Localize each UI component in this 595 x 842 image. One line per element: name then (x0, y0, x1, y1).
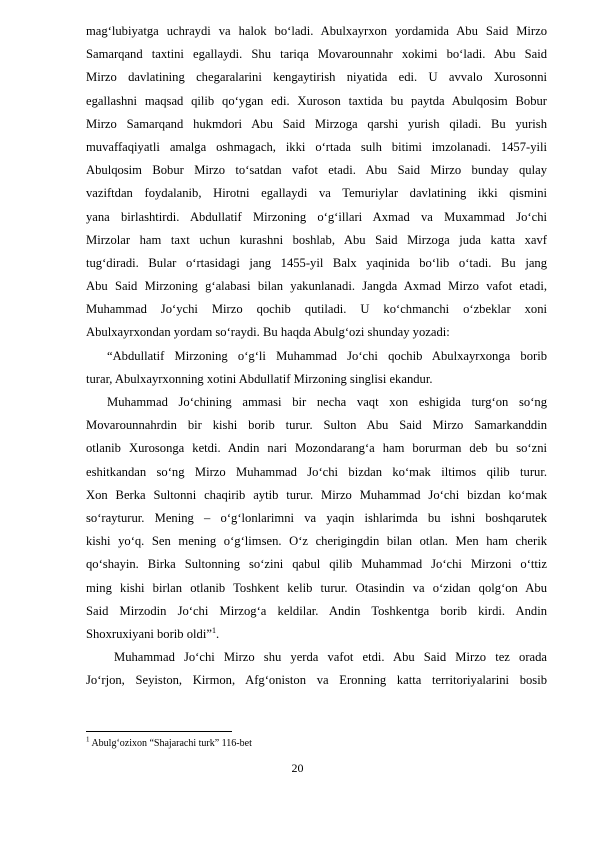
footnote-reference[interactable]: 1 (211, 625, 216, 635)
text-line: egallashni maqsad qilib qo‘ygan edi. Xuroson taxtida bu paytda Abulqosim Bobur (86, 93, 547, 108)
quote-line: so‘rayturur. Mening – o‘g‘lonlarimni va yaqin ishlarimda bu ishni boshqarutek (86, 510, 547, 525)
quote-line: turar, Abulxayrxonning xotini Abdullatif Mirzoning singlisi ekandur. (86, 371, 433, 386)
quote-line: ming kishi birlan otlanib Toshkent kelib turur. Otasindin va o‘zidan qolg‘on Abu (86, 580, 547, 595)
text-line: Abulxayrxondan yordam so‘raydi. Bu haqda Abulg‘ozi shunday yozadi: (86, 325, 450, 340)
text-line: Muhammad Jo‘chi Mirzo shu yerda vafot etdi. Abu Said Mirzo tez orada (114, 650, 547, 665)
text-line: Jo‘rjon, Seyiston, Kirmon, Afg‘oniston va Eronning katta territoriyalarini bosib (86, 673, 547, 688)
footnote-text: Abulg‘ozixon “Shajarachi turk” 116-bet (89, 738, 252, 749)
quote-end-period: . (215, 626, 220, 641)
text-line: Samarqand taxtini egallaydi. Shu tariqa Movarounnahr xokimi bo‘ladi. Abu Said (86, 47, 547, 62)
text-line: Abulqosim Bobur Mirzo to‘satdan vafot etadi. Abu Said Mirzo bunday qulay (86, 163, 547, 178)
quote-line: Movarounnahrdin bir kishi borib turur. Sulton Abu Said Mirzo Samarkanddin (86, 418, 547, 433)
text-line: Muhammad Jo‘ychi Mirzo qochib qutiladi. U ko‘chmanchi o‘zbeklar xoni (86, 302, 547, 317)
quote-line: Xon Berka Sultonni chaqirib aytib turur. Mirzo Muhammad Jo‘chi bizdan ko‘mak (86, 487, 547, 502)
footnote (86, 735, 252, 750)
text-line: Mirzo davlatining chegaralarini kengaytirish niyatida edi. U avvalo Xurosonni (86, 70, 547, 85)
quote-line: Said Mirzodin Jo‘chi Mirzog‘a keldilar. Andin Toshkentga borib kirdi. Andin (86, 603, 547, 618)
text-line: vaziftdan foydalanib, Hirotni egallaydi va Temuriylar davlatining ikki qismini (86, 186, 547, 201)
quote-line: “Abdullatif Mirzoning o‘g‘li Muhammad Jo‘chi qochib Abulxayrxonga borib (107, 348, 547, 363)
text-line: Mirzolar ham taxt uchun kurashni boshlab, Abu Said Mirzoga juda katta xavf (86, 232, 547, 247)
text-line: tug‘diradi. Bular o‘rtasidagi jang 1455-yil Balx yaqinida bo‘lib o‘tadi. Bu jang (86, 255, 547, 270)
text-line: yana birlashtirdi. Abdullatif Mirzoning o‘g‘illari Axmad va Muxammad Jo‘chi (86, 209, 547, 224)
quote-line: eshitkandan so‘ng Mirzo Muhammad Jo‘chi bizdan ko‘mak iltimos qilib turur. (86, 464, 547, 479)
footnote-separator (86, 731, 232, 732)
quote-line: kishi yo‘q. Sen mening o‘g‘limsen. O‘z cherigingdin bilan otlan. Men ham cherik (86, 534, 547, 549)
text-line: Mirzo Samarqand hukmdori Abu Said Mirzoga qarshi yurish qiladi. Bu yurish (86, 116, 547, 131)
quote-line: Muhammad Jo‘chining ammasi bir necha vaqt xon eshigida turg‘on so‘ng (107, 395, 547, 409)
footnote-number: 1 (86, 735, 90, 744)
quote-end-text: Shoxruxiyani borib oldi” (86, 626, 212, 641)
page-number: 20 (291, 761, 304, 775)
quote-line: otlanib Xurosonga ketdi. Andin nari Mozondarang‘a ham borurman deb bu so‘zni (86, 441, 547, 456)
quote-end-line (86, 623, 547, 646)
body-text (86, 20, 547, 692)
quote-line: qo‘shayin. Birka Sultonning so‘zini qabul qilib Muhammad Jo‘chi Mirzoni o‘ttiz (86, 557, 547, 572)
text-line: mag‘lubiyatga uchraydi va halok bo‘ladi. Abulxayrxon yordamida Abu Said Mirzo (86, 24, 547, 38)
text-line: Abu Said Mirzoning g‘alabasi bilan yakunlanadi. Jangda Axmad Mirzo vafot etadi, (86, 279, 547, 294)
text-line: muvaffaqiyatli amalga oshmagach, ikki o‘rtada sulh bitimi imzolanadi. 1457-yili (86, 139, 547, 154)
